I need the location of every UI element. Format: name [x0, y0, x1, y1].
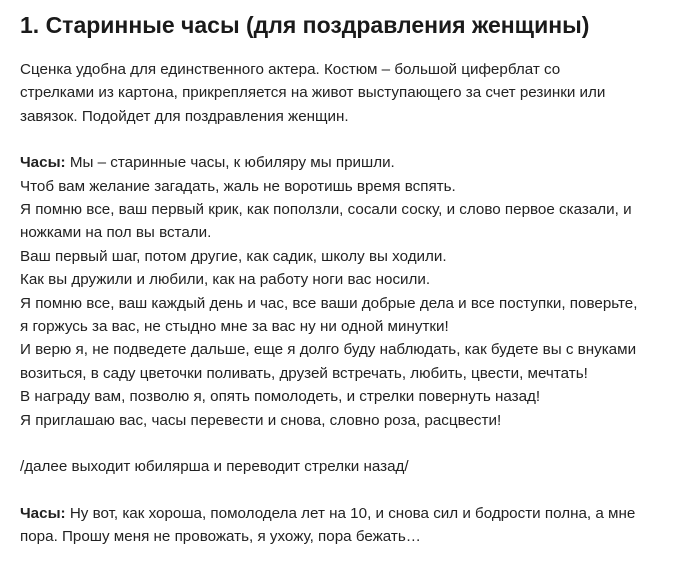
monologue-line: Как вы дружили и любили, как на работу ноги вас носили. [20, 271, 431, 289]
monologue-line: возиться, в саду цветочки поливать, друзей встречать, любить, цвести, мечтать! [20, 364, 588, 382]
monologue-line: Я помню все, ваш каждый день и час, все ваши добрые дела и все поступки, поверьте, [20, 294, 638, 312]
monologue-line: Я помню все, ваш первый крик, как поползли, сосали соску, и слово первое сказали, и [20, 201, 632, 219]
intro-paragraph [20, 58, 682, 128]
intro-line: Сценка удобна для единственного актера. Костюм – большой циферблат со [20, 61, 561, 78]
monologue-line: ножками на пол вы встали. [20, 224, 212, 242]
monologue-line: Чтоб вам желание загадать, жаль не воротишь время вспять. [20, 177, 456, 195]
intro-line: завязок. Подойдет для поздравления женщин. [20, 107, 349, 125]
stage-direction [20, 455, 682, 478]
monologue-first-line [20, 151, 682, 174]
closing-line: Ну вот, как хороша, помолодела лет на 10, и снова сил и бодрости полна, а мне [65, 504, 636, 522]
intro-line: стрелками из картона, прикрепляется на живот выступающего за счет резинки или [20, 84, 606, 102]
monologue-line: я горжусь за вас, не стыдно мне за вас ну ни одной минутки! [20, 318, 449, 336]
closing-line: пора. Прошу меня не провожать, я ухожу, пора бежать… [20, 527, 421, 545]
monologue-line: Ваш первый шаг, потом другие, как садик, школу вы ходили. [20, 247, 447, 265]
monologue-line: Мы – старинные часы, к юбиляру мы пришли. [65, 154, 395, 172]
speaker-label: Часы: [20, 154, 66, 172]
closing-paragraph [20, 502, 682, 549]
monologue-line: Я приглашаю вас, часы перевести и снова, словно роза, расцвести! [20, 411, 502, 429]
monologue-line: И верю я, не подведете дальше, еще я долго буду наблюдать, как будете вы с внуками [20, 341, 637, 359]
closing-first-line [20, 502, 682, 525]
speaker-label: Часы: [20, 504, 66, 522]
stage-direction-text: /далее выходит юбилярша и переводит стрелки назад/ [20, 458, 409, 476]
page-title: 1. Старинные часы (для поздравления женщины) [20, 12, 590, 38]
monologue-paragraph [20, 151, 682, 432]
monologue-line: В награду вам, позволю я, опять помолодеть, и стрелки повернуть назад! [20, 388, 541, 406]
